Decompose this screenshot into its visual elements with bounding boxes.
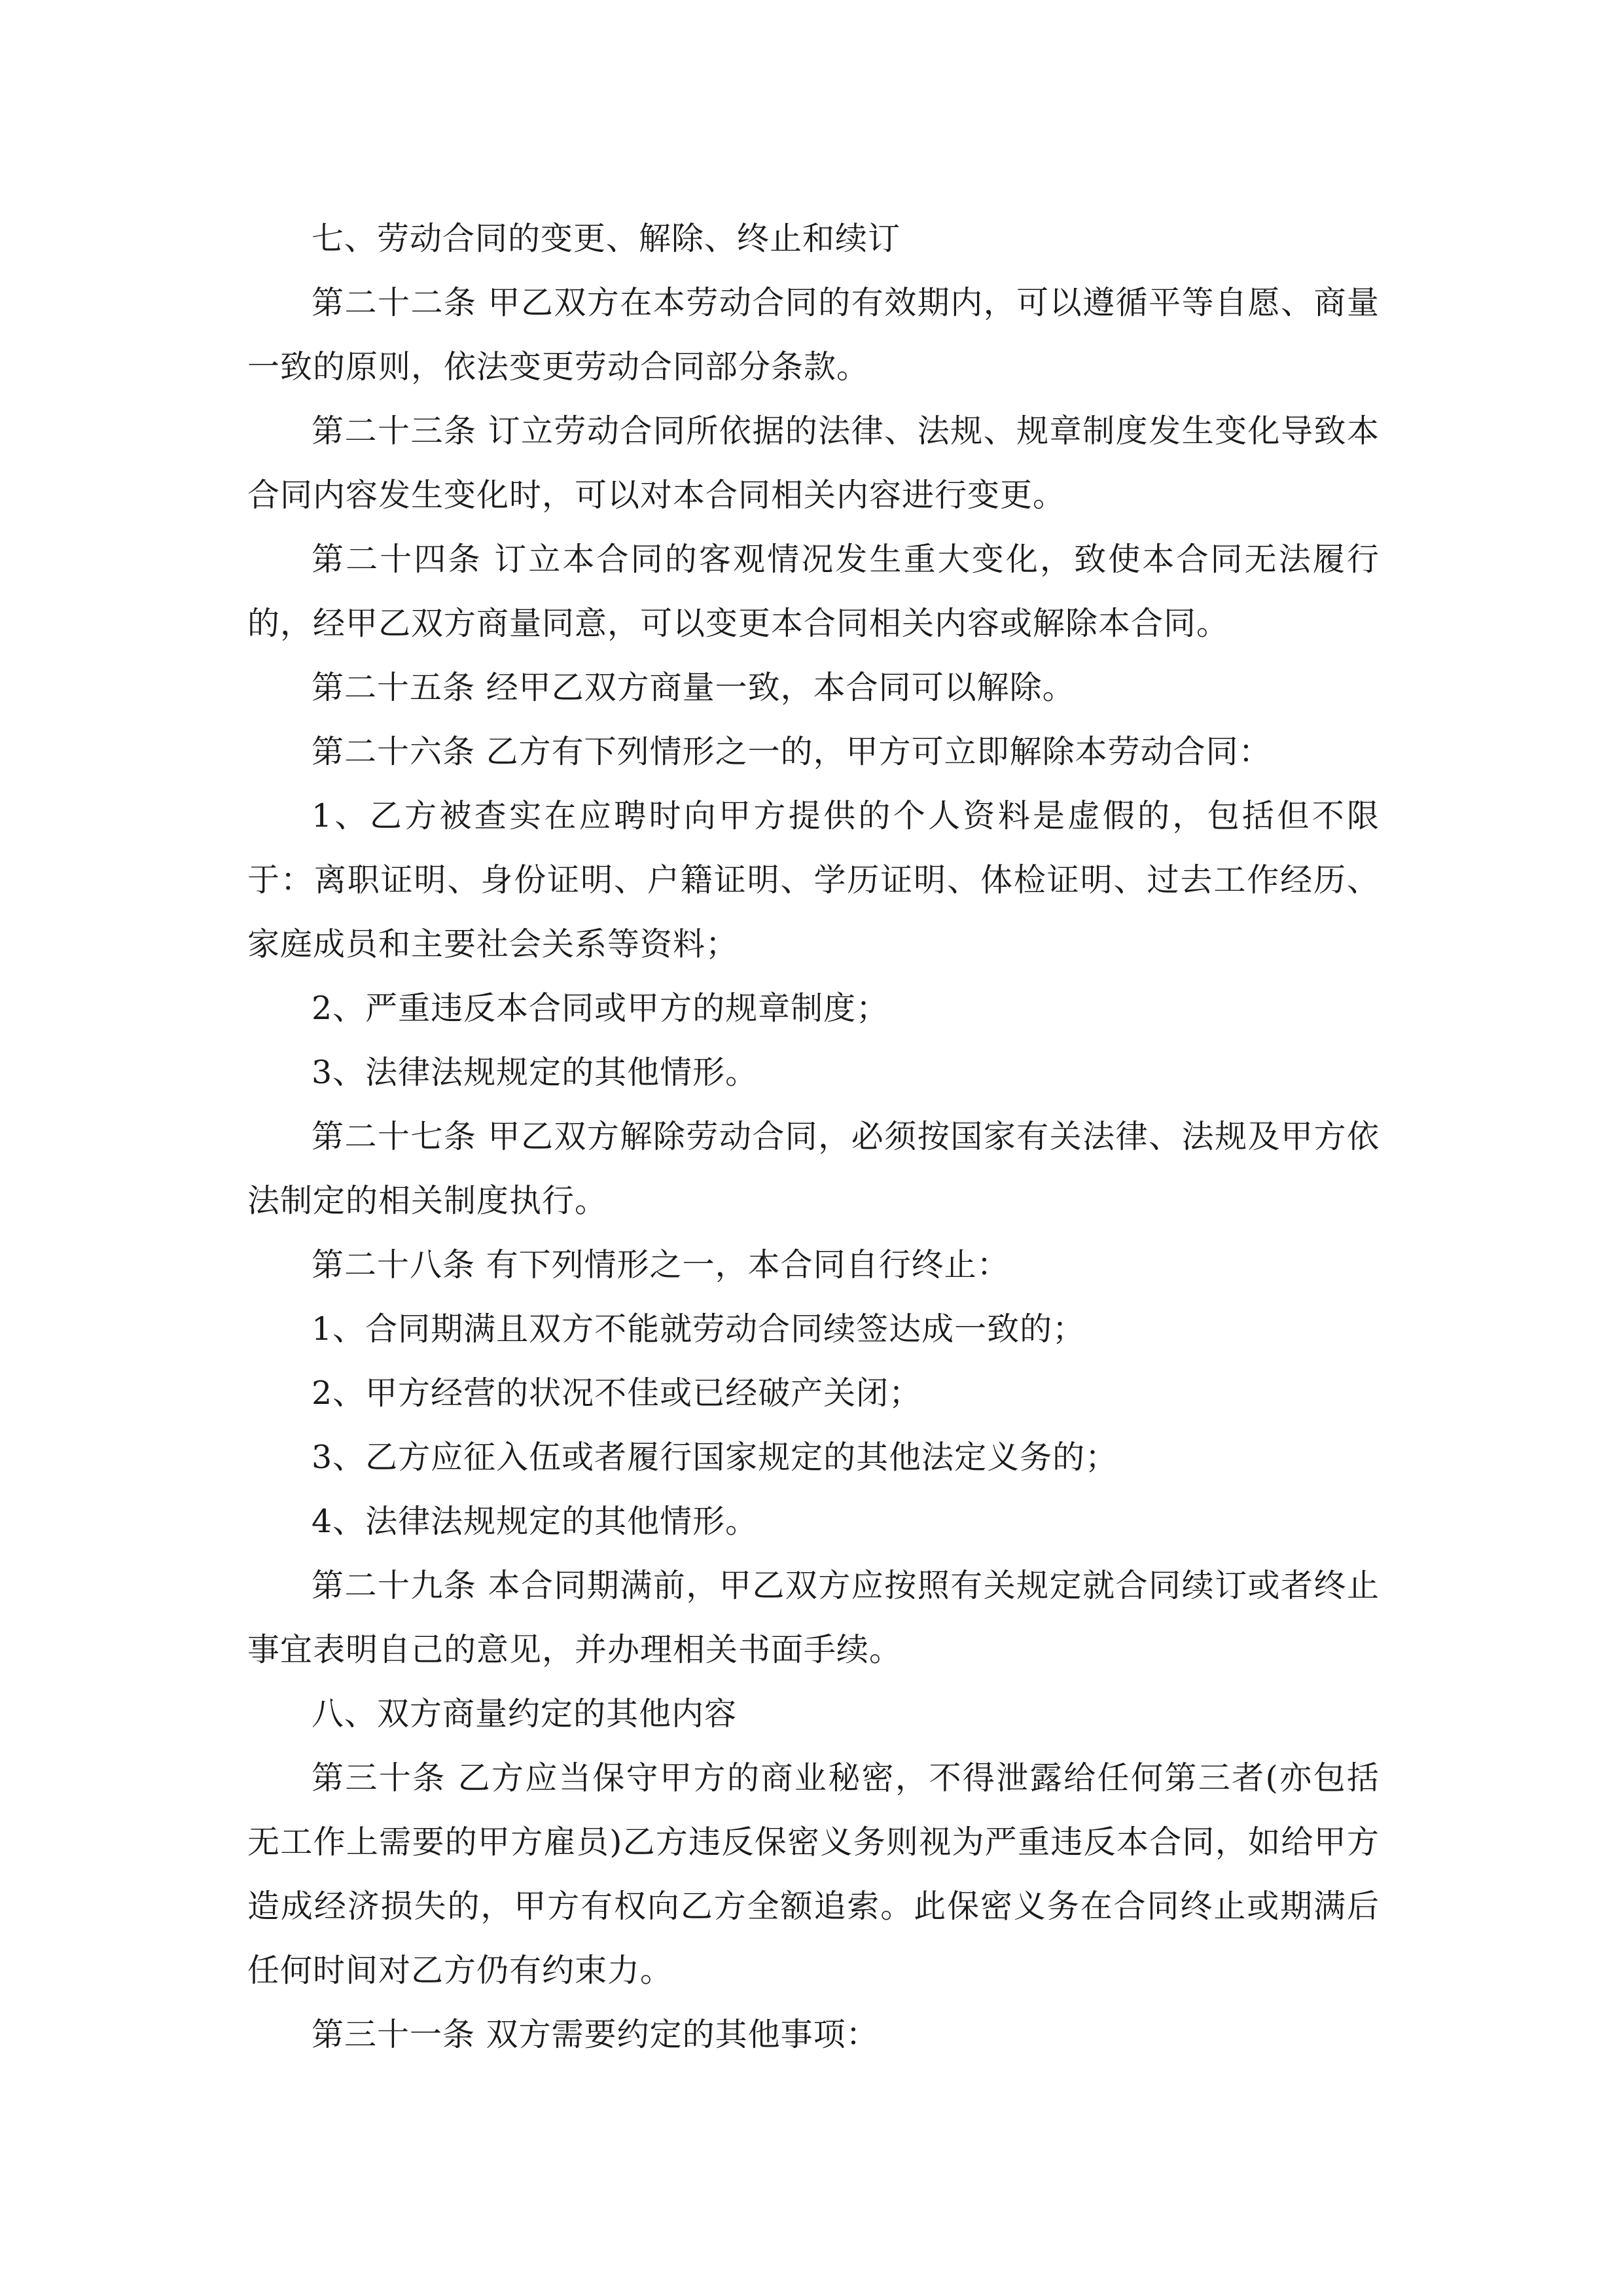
article-26-item-1: 1、乙方被查实在应聘时向甲方提供的个人资料是虚假的，包括但不限于：离职证明、身份证明、户籍证明、学历证明、体检证明、过去工作经历、家庭成员和主要社会关系等资料； (247, 797, 1380, 963)
article-26-item-3: 3、法律法规规定的其他情形。 (312, 1054, 758, 1091)
article-26: 第二十六条 乙方有下列情形之一的，甲方可立即解除本劳动合同： (312, 733, 1272, 770)
document-body (247, 207, 1380, 2067)
section-heading-7: 七、劳动合同的变更、解除、终止和续订 (312, 220, 901, 257)
article-25: 第二十五条 经甲乙双方商量一致，本合同可以解除。 (312, 669, 1075, 706)
article-24: 第二十四条 订立本合同的客观情况发生重大变化，致使本合同无法履行的，经甲乙双方商量同意，可以变更本合同相关内容或解除本合同。 (247, 541, 1380, 642)
article-31: 第三十一条 双方需要约定的其他事项： (312, 2016, 879, 2053)
article-28-item-4: 4、法律法规规定的其他情形。 (312, 1503, 758, 1540)
article-28-item-1: 1、合同期满且双方不能就劳动合同续签达成一致的； (312, 1310, 1086, 1348)
article-22: 第二十二条 甲乙双方在本劳动合同的有效期内，可以遵循平等自愿、商量一致的原则，依法变更劳动合同部分条款。 (247, 284, 1380, 386)
article-28: 第二十八条 有下列情形之一，本合同自行终止： (312, 1246, 1010, 1283)
article-30: 第三十条 乙方应当保守甲方的商业秘密，不得泄露给任何第三者(亦包括无工作上需要的甲方雇员)乙方违反保密义务则视为严重违反本合同，如给甲方造成经济损失的，甲方有权向乙方全额追索。此保密义务在合同终止或期满后任何时间对乙方仍有约束力。 (247, 1759, 1380, 1989)
article-29: 第二十九条 本合同期满前，甲乙双方应按照有关规定就合同续订或者终止事宜表明自己的意见，并办理相关书面手续。 (247, 1567, 1380, 1668)
article-23: 第二十三条 订立劳动合同所依据的法律、法规、规章制度发生变化导致本合同内容发生变化时，可以对本合同相关内容进行变更。 (247, 412, 1380, 514)
article-28-item-2: 2、甲方经营的状况不佳或已经破产关闭； (312, 1374, 922, 1412)
section-heading-8: 八、双方商量约定的其他内容 (312, 1695, 738, 1732)
article-28-item-3: 3、乙方应征入伍或者履行国家规定的其他法定义务的； (312, 1439, 1118, 1476)
article-26-item-2: 2、严重违反本合同或甲方的规章制度； (312, 990, 889, 1027)
article-27: 第二十七条 甲乙双方解除劳动合同，必须按国家有关法律、法规及甲方依法制定的相关制度执行。 (247, 1118, 1380, 1219)
